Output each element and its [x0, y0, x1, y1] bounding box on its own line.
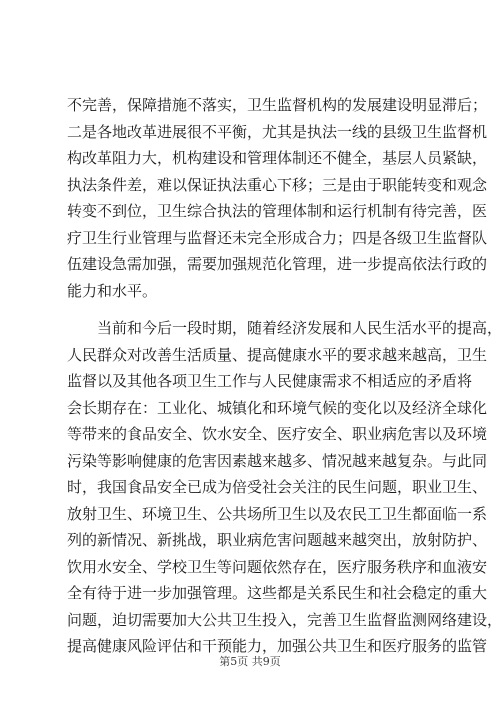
paragraph-gap: [67, 304, 441, 315]
text-line: 当前和今后一段时期，随着经济发展和人民生活水平的提高，: [67, 319, 502, 337]
page-number-footer: 第5页 共9页: [219, 655, 281, 668]
text-line: 疗卫生行业管理与监督还未完全形成合力；四是各级卫生监督队: [67, 228, 488, 247]
text-line: 执法条件差，难以保证执法重心下移；三是由于职能转变和观念: [67, 175, 488, 194]
text-line: 等带来的食品安全、饮水安全、医疗安全、职业病危害以及环境: [67, 425, 488, 443]
text-line: 时，我国食品安全已成为倍受社会关注的民生问题，职业卫生、: [67, 478, 488, 496]
paragraph-2: [67, 315, 502, 660]
text-line: 不完善，保障措施不落实，卫生监督机构的发展建设明显滞后；: [67, 96, 488, 114]
text-line: 放射卫生、环境卫生、公共场所卫生以及农民工卫生都面临一系: [67, 504, 488, 523]
text-line: 饮用水安全、学校卫生等问题依然存在，医疗服务秩序和血液安: [67, 557, 488, 576]
text-line: 全有待于进一步加强管理。这些都是关系民生和社会稳定的重大: [67, 584, 488, 602]
text-line: 列的新情况、新挑战，职业病危害问题越来越突出，放射防护、: [67, 531, 488, 549]
text-line: 监督以及其他各项卫生工作与人民健康需求不相适应的矛盾将: [67, 372, 473, 390]
text-line: 问题，迫切需要加大公共卫生投入，完善卫生监督监测网络建设，: [67, 610, 502, 629]
text-line: 提高健康风险评估和干预能力，加强公共卫生和医疗服务的监管: [67, 637, 488, 655]
text-line: 伍建设急需加强，需要加强规范化管理，进一步提高依法行政的: [67, 255, 488, 273]
text-line: 会长期存在：工业化、城镇化和环境气候的变化以及经济全球化: [67, 398, 488, 417]
text-line: 二是各地改革进展很不平衡，尤其是执法一线的县级卫生监督机: [67, 122, 488, 141]
text-line: 能力和水平。: [67, 281, 158, 300]
body-text: [67, 92, 502, 660]
text-line: 构改革阻力大，机构建设和管理体制还不健全，基层人员紧缺，: [67, 149, 488, 167]
text-line: 人民群众对改善生活质量、提高健康水平的要求越来越高，卫生: [67, 345, 488, 364]
paragraph-1: [67, 92, 488, 304]
text-line: 转变不到位，卫生综合执法的管理体制和运行机制有待完善，医: [67, 202, 488, 220]
text-line: 污染等影响健康的危害因素越来越多、情况越来越复杂。与此同: [67, 451, 488, 470]
